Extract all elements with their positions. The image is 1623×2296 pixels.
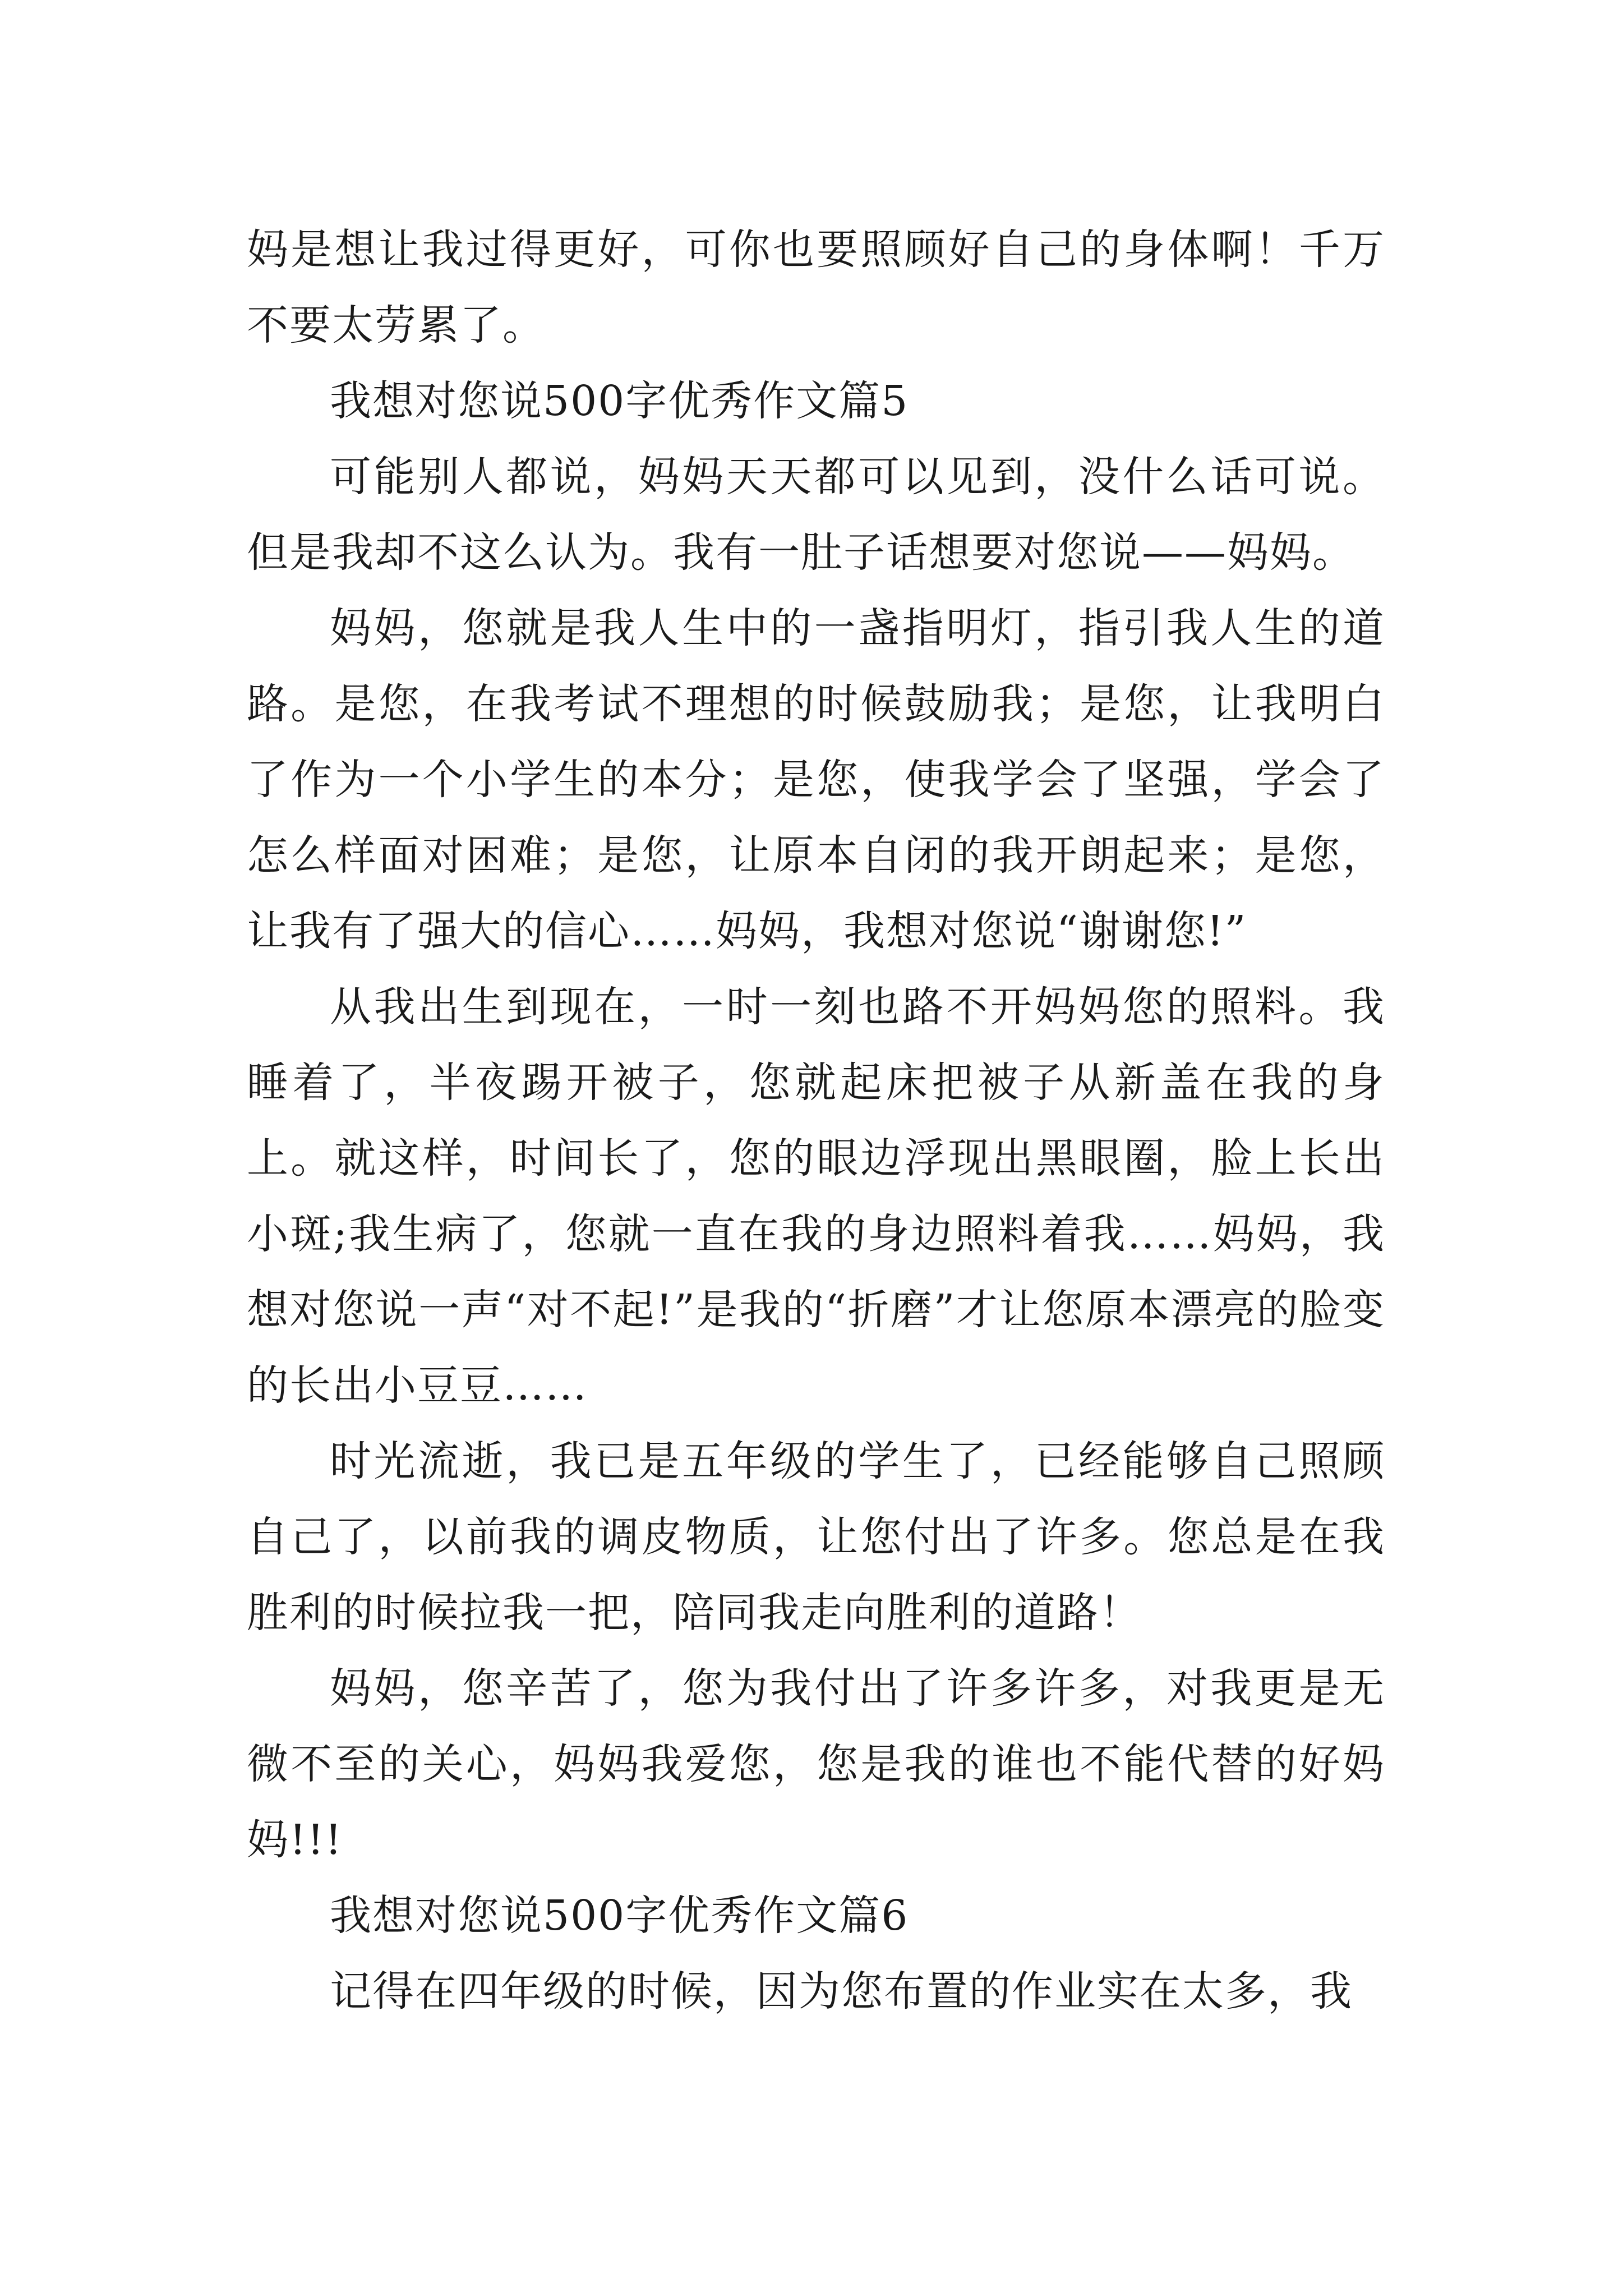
paragraph: 从我出生到现在，一时一刻也路不开妈妈您的照料。我睡着了，半夜踢开被子，您就起床把被子从新盖在我的身上。就这样，时间长了，您的眼边浮现出黑眼圈，脸上长出小斑;我生病了，您就一直在我的身边照料着我……妈妈，我想对您说一声“对不起!”是我的“折磨”才让您原本漂亮的脸变的长出小豆豆…… <box>247 983 1385 1410</box>
document-body <box>247 212 1385 2030</box>
paragraph: 记得在四年级的时候，因为您布置的作业实在太多，我 <box>330 1967 1353 2016</box>
section-heading-5: 我想对您说500字优秀作文篇5 <box>330 377 909 425</box>
paragraph-continuation: 妈是想让我过得更好，可你也要照顾好自己的身体啊！千万不要太劳累了。 <box>247 226 1385 349</box>
section-heading-6: 我想对您说500字优秀作文篇6 <box>330 1892 909 1940</box>
paragraph: 妈妈，您就是我人生中的一盏指明灯，指引我人生的道路。是您，在我考试不理想的时候鼓励我；是您，让我明白了作为一个小学生的本分；是您，使我学会了坚强，学会了怎么样面对困难；是您，让原本自闭的我开朗起来；是您，让我有了强大的信心……妈妈，我想对您说“谢谢您!” <box>247 604 1385 955</box>
paragraph: 时光流逝，我已是五年级的学生了，已经能够自己照顾自己了，以前我的调皮物质，让您付出了许多。您总是在我胜利的时候拉我一把，陪同我走向胜利的道路！ <box>247 1437 1385 1637</box>
paragraph: 可能别人都说，妈妈天天都可以见到，没什么话可说。但是我却不这么认为。我有一肚子话想要对您说——妈妈。 <box>247 453 1385 577</box>
paragraph: 妈妈，您辛苦了，您为我付出了许多许多，对我更是无微不至的关心，妈妈我爱您，您是我的谁也不能代替的好妈妈!!! <box>247 1664 1385 1864</box>
